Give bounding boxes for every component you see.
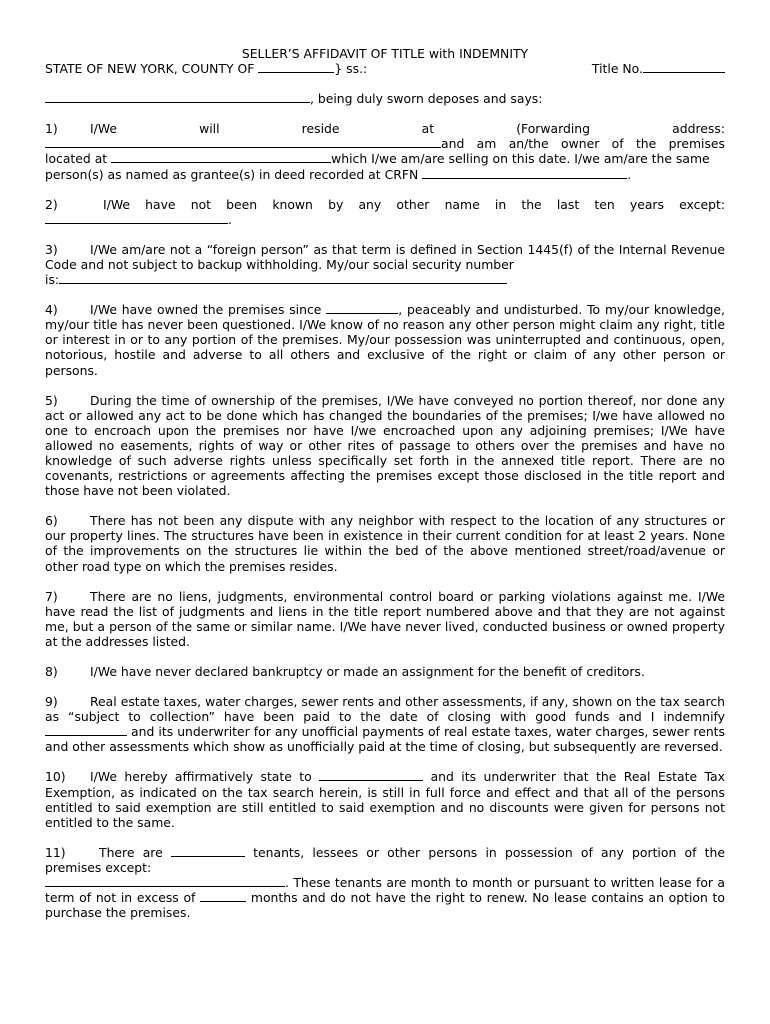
other-names-field[interactable]: [45, 212, 228, 224]
item-2-text-b: .: [228, 211, 232, 227]
item-1-line-2: [45, 136, 725, 151]
crfn-field[interactable]: [422, 167, 627, 179]
item-11-number: 11): [45, 844, 66, 860]
item-9-text-b: and its underwriter for any unofficial payments of real estate taxes, water charges, sewer rents and other assessments which show as unofficially paid at the time of closing, but subsequently are reversed.: [45, 724, 725, 755]
intro-text: , being duly sworn deposes and says:: [310, 91, 543, 107]
item-1-text-d2: .: [627, 166, 632, 182]
item-6: [45, 513, 725, 573]
item-9-text-a: Real estate taxes, water charges, sewer rents and other assessments, if any, shown on the tax search as “subject to collection” have been paid to the date of closing with good funds and I indemnify: [45, 694, 725, 725]
item-2-number: 2): [45, 196, 58, 212]
item-5-number: 5): [45, 392, 58, 408]
forwarding-address-field[interactable]: [45, 136, 441, 148]
item-3-text-a: I/We am/are not a “foreign person” as that term is defined in Section 1445(f) of the Internal Revenue Code and not subject to backup withholding. My/our social security number: [45, 241, 725, 272]
tenant-count-field[interactable]: [171, 845, 245, 857]
item-11-text-a: There are: [99, 844, 163, 860]
item-4: [45, 302, 725, 377]
item-2-text-a: I/We have not been known by any other name in the last ten years except:: [103, 196, 725, 212]
item-11-text-d: months and do not have the right to renew. No lease contains an option to purchase the premises.: [45, 890, 725, 921]
item-9-number: 9): [45, 694, 58, 710]
item-4-text-a: I/We have owned the premises since: [90, 302, 322, 318]
tax-exemption-party-field[interactable]: [319, 769, 423, 781]
item-3-text-b: is:: [45, 272, 60, 288]
item-5: [45, 393, 725, 499]
item-9: [45, 694, 725, 754]
tenant-exceptions-field[interactable]: [45, 875, 285, 887]
deponent-name-field[interactable]: [45, 91, 310, 103]
item-10-text-a: I/We hereby affirmatively state to: [90, 769, 312, 785]
item-3-number: 3): [45, 241, 58, 257]
item-11: [45, 845, 725, 920]
county-field[interactable]: [258, 61, 334, 73]
title-no-label: Title No.: [591, 61, 643, 77]
item-1-text-c2: which I/we am/are selling on this date. I/we am/are the same: [331, 151, 710, 167]
owned-since-field[interactable]: [326, 302, 398, 314]
item-1-line-3: [45, 151, 725, 166]
item-10-text-b: and its underwriter that the Real Estate Tax Exemption, as indicated on the tax search herein, is still in full force and effect and that all of the persons entitled to said exemption are still entitled to said exemption and no discounts were given for persons not entitled to the same.: [45, 769, 725, 830]
state-county-label: STATE OF NEW YORK, COUNTY OF: [45, 61, 255, 77]
item-1-text-d1: person(s) as named as grantee(s) in deed recorded at CRFN: [45, 166, 419, 182]
ssn-field[interactable]: [59, 272, 507, 284]
item-1-number: 1): [45, 121, 58, 137]
document-title: SELLER’S AFFIDAVIT OF TITLE with INDEMNITY: [241, 46, 529, 61]
affidavit-document: [45, 46, 725, 920]
item-6-text: There has not been any dispute with any neighbor with respect to the location of any structures or our property lines. The structures have been in existence in their current condition for at least 2 years. None of the improvements on the structures lie within the bed of the above mentioned street/road/avenue or other road type on which the premises resides.: [45, 513, 725, 574]
lease-term-field[interactable]: [200, 890, 246, 902]
item-8-text: I/We have never declared bankruptcy or made an assignment for the benefit of creditors.: [90, 664, 645, 679]
item-11-text-b: tenants, lessees or other persons in possession of any portion of the premises except:: [45, 844, 725, 875]
item-7: [45, 589, 725, 649]
item-8: [45, 664, 725, 679]
item-8-number: 8): [45, 664, 58, 679]
item-1-line-4: [45, 167, 725, 182]
premises-location-field[interactable]: [111, 151, 331, 163]
item-7-number: 7): [45, 588, 58, 604]
item-7-text: There are no liens, judgments, environmental control board or parking violations against me. I/We have read the list of judgments and liens in the title report numbered above and that they are not against me, but a person of the same or similar name. I/We have never lived, conducted business or owned property at the addresses listed.: [45, 588, 725, 649]
item-10-number: 10): [45, 769, 66, 785]
title-no-field[interactable]: [643, 61, 725, 73]
item-2-line-2: [45, 212, 725, 227]
venue-row: [45, 61, 725, 76]
item-1: [45, 121, 725, 181]
indemnitee-field[interactable]: [45, 724, 127, 736]
item-1-text-a: I/We will reside at (Forwarding address:: [90, 121, 725, 137]
item-4-number: 4): [45, 302, 58, 318]
item-2-line-1: [45, 197, 725, 212]
ss-label: } ss.:: [334, 61, 368, 77]
item-3-last-line: [45, 272, 725, 287]
item-1-line-1: [45, 121, 725, 136]
item-3: [45, 242, 725, 287]
item-1-text-c1: located at: [45, 151, 108, 167]
venue: [45, 61, 367, 76]
item-11-text-c: . These tenants are month to month or pursuant to written lease for a term of not in excess of: [45, 875, 725, 906]
item-5-text: During the time of ownership of the premises, I/We have conveyed no portion thereof, nor done any act or allowed any act to be done which has changed the boundaries of the premises; I/we have allowed no one to encroach upon the premises nor have I/we encroached upon any adjoining premises; I/We have allowed no easements, rights of way or other rites of passage to others over the premises and have no knowledge of such adverse rights unless specifically set forth in the annexed title report. There are no covenants, restrictions or agreements affecting the premises except those disclosed in the title report and those have not been violated.: [45, 392, 725, 499]
item-1-text-b: and am an/the owner of the premises: [441, 136, 725, 152]
item-11-tail: [45, 875, 725, 920]
item-6-number: 6): [45, 513, 58, 529]
title-number: [592, 61, 725, 76]
intro-line: [45, 91, 725, 106]
item-4-text-b: , peaceably and undisturbed. To my/our knowledge, my/our title has never been questioned. I/We know of no reason any other person might claim any right, title or interest in or to any portion of the premises. My/our possession was uninterrupted and continuous, open, notorious, hostile and adverse to all others and exclusive of the right or claim of any other person or persons.: [45, 302, 725, 378]
item-2: [45, 197, 725, 227]
item-10: [45, 769, 725, 829]
